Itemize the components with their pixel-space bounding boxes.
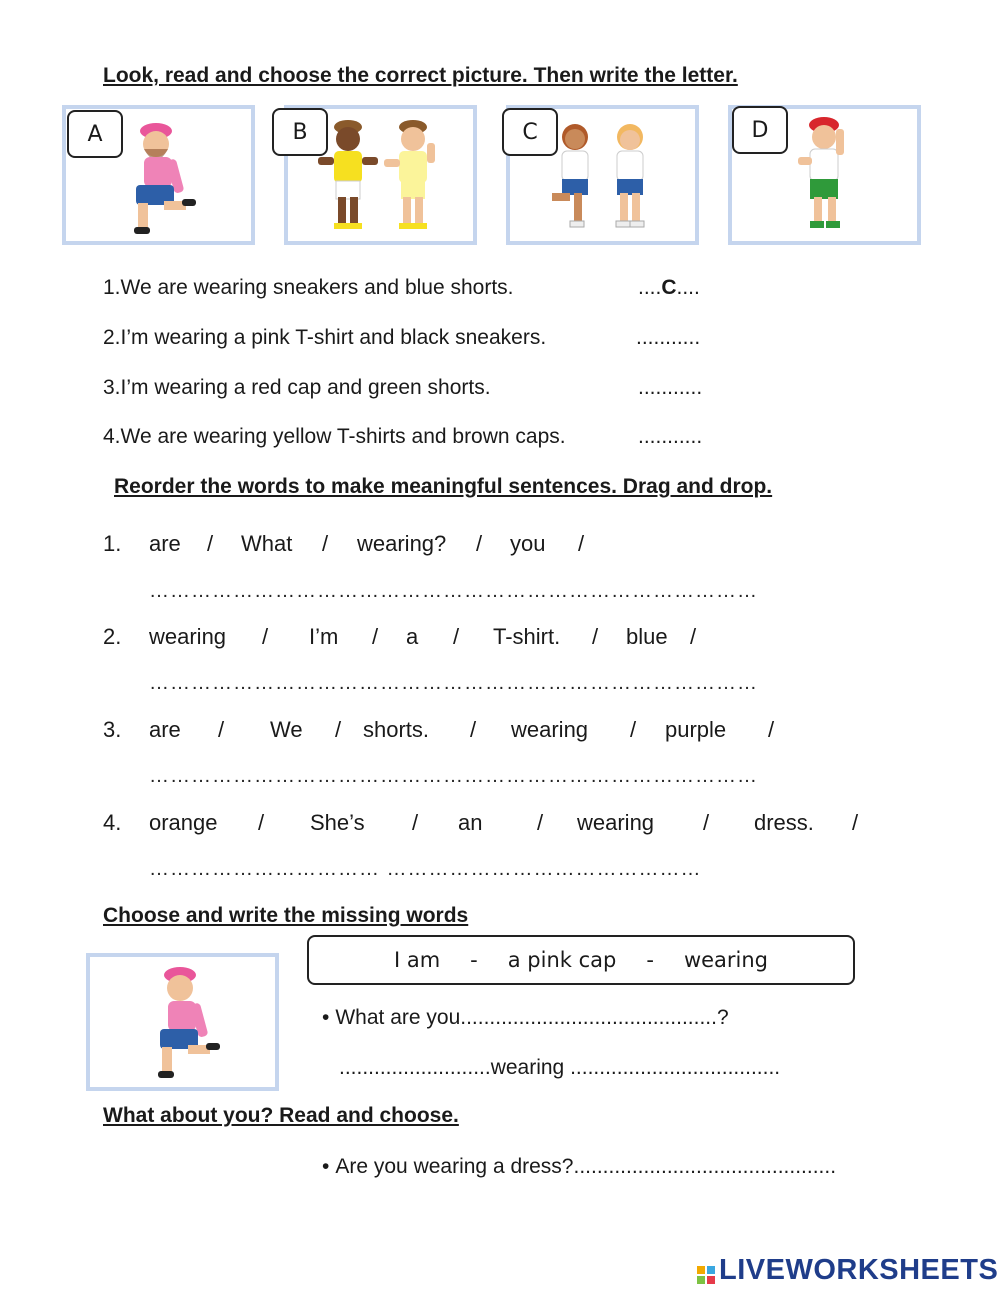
letter-c-box: [502, 108, 558, 156]
letter-a: A: [87, 121, 103, 147]
drag-word[interactable]: blue: [626, 624, 668, 649]
drag-word[interactable]: wearing: [511, 717, 589, 742]
answer-letter: C: [661, 276, 677, 299]
logo-mark-icon: [697, 1266, 715, 1284]
s1-item-4: [103, 425, 566, 449]
separator: /: [218, 717, 225, 742]
s3-question-2[interactable]: ..........................wearing ....................................: [339, 1056, 781, 1079]
s3-question-1[interactable]: • What are you............................................?: [322, 1006, 729, 1030]
separator: /: [592, 624, 599, 649]
logo-text: LIVEWORKSHEETS: [719, 1254, 999, 1286]
row-1-number: 1.: [103, 531, 122, 556]
item-text: We are wearing sneakers and blue shorts.: [120, 276, 514, 299]
s1-item-4-answer[interactable]: ...........: [638, 425, 703, 448]
drag-word[interactable]: wearing?: [357, 531, 447, 556]
drag-word[interactable]: What: [241, 531, 293, 556]
answer-drop-line-3[interactable]: ……………………………………………………………………………: [149, 765, 758, 787]
drag-word[interactable]: wearing: [577, 810, 655, 835]
drag-word[interactable]: She’s: [310, 810, 365, 835]
girl-pink-cap-figure: [90, 957, 275, 1087]
item-text: I’m wearing a pink T-shirt and black sneakers.: [120, 326, 547, 349]
s1-item-2-answer[interactable]: ...........: [636, 326, 701, 349]
answer-dots: ....: [676, 276, 700, 299]
s4-question-1[interactable]: • Are you wearing a dress?.............................................: [322, 1155, 836, 1179]
item-number: 2.: [103, 326, 121, 349]
s1-item-3-answer[interactable]: ...........: [638, 376, 703, 399]
letter-a-box: [67, 110, 123, 158]
letter-b-box: [272, 108, 328, 156]
letter-b: B: [292, 119, 308, 145]
separator: /: [476, 531, 483, 556]
drag-word[interactable]: are: [149, 717, 181, 742]
item-number: 3.: [103, 376, 121, 399]
liveworksheets-logo: [697, 1254, 998, 1287]
word-bank: [307, 935, 855, 985]
item-number: 1.: [103, 276, 121, 299]
letter-d-box: [732, 106, 788, 154]
drag-word[interactable]: you: [510, 531, 546, 556]
word-bank-item: I am: [393, 948, 441, 972]
drag-word[interactable]: an: [458, 810, 483, 835]
answer-drop-line-4[interactable]: …………………………… ………………………………………: [149, 858, 702, 880]
separator: /: [262, 624, 269, 649]
drag-word[interactable]: We: [270, 717, 303, 742]
separator: /: [372, 624, 379, 649]
section4-heading: What about you? Read and choose.: [103, 1104, 459, 1127]
letter-d: D: [751, 117, 769, 143]
drag-word[interactable]: dress.: [754, 810, 814, 835]
separator: /: [207, 531, 214, 556]
picture-girl-frame: [86, 953, 279, 1091]
separator: /: [768, 717, 775, 742]
s1-item-2: [103, 326, 546, 350]
item-text: We are wearing yellow T-shirts and brown caps.: [120, 425, 566, 448]
word-bank-dash: -: [470, 948, 478, 972]
separator: /: [412, 810, 419, 835]
item-number: 4.: [103, 425, 121, 448]
row-2-number: 2.: [103, 624, 122, 649]
answer-drop-line-2[interactable]: ……………………………………………………………………………: [149, 672, 758, 694]
separator: /: [470, 717, 477, 742]
s1-item-3: [103, 376, 491, 400]
s1-item-1-answer[interactable]: [638, 276, 700, 300]
section1-heading: Look, read and choose the correct picture. Then write the letter.: [103, 64, 738, 87]
separator: /: [578, 531, 585, 556]
drag-word[interactable]: shorts.: [363, 717, 430, 742]
word-bank-dash: -: [646, 948, 654, 972]
drag-word[interactable]: a: [406, 624, 419, 649]
answer-dots: ....: [638, 276, 662, 299]
separator: /: [852, 810, 859, 835]
drag-word[interactable]: I’m: [309, 624, 339, 649]
separator: /: [630, 717, 637, 742]
drag-word[interactable]: are: [149, 531, 181, 556]
section3-heading: Choose and write the missing words: [103, 904, 469, 927]
drag-word[interactable]: orange: [149, 810, 218, 835]
word-bank-item: a pink cap: [507, 948, 617, 972]
section2-heading: Reorder the words to make meaningful sentences. Drag and drop.: [114, 475, 773, 498]
row-4-number: 4.: [103, 810, 122, 835]
s1-item-1: [103, 276, 514, 300]
separator: /: [335, 717, 342, 742]
drag-word[interactable]: wearing: [149, 624, 227, 649]
row-3-number: 3.: [103, 717, 122, 742]
separator: /: [703, 810, 710, 835]
separator: /: [322, 531, 329, 556]
separator: /: [453, 624, 460, 649]
word-bank-item: wearing: [683, 948, 769, 972]
drag-word[interactable]: T-shirt.: [493, 624, 561, 649]
separator: /: [537, 810, 544, 835]
drag-word[interactable]: purple: [665, 717, 727, 742]
item-text: I’m wearing a red cap and green shorts.: [120, 376, 491, 399]
separator: /: [690, 624, 697, 649]
letter-c: C: [522, 119, 538, 145]
separator: /: [258, 810, 265, 835]
answer-drop-line-1[interactable]: ……………………………………………………………………………: [149, 580, 758, 602]
